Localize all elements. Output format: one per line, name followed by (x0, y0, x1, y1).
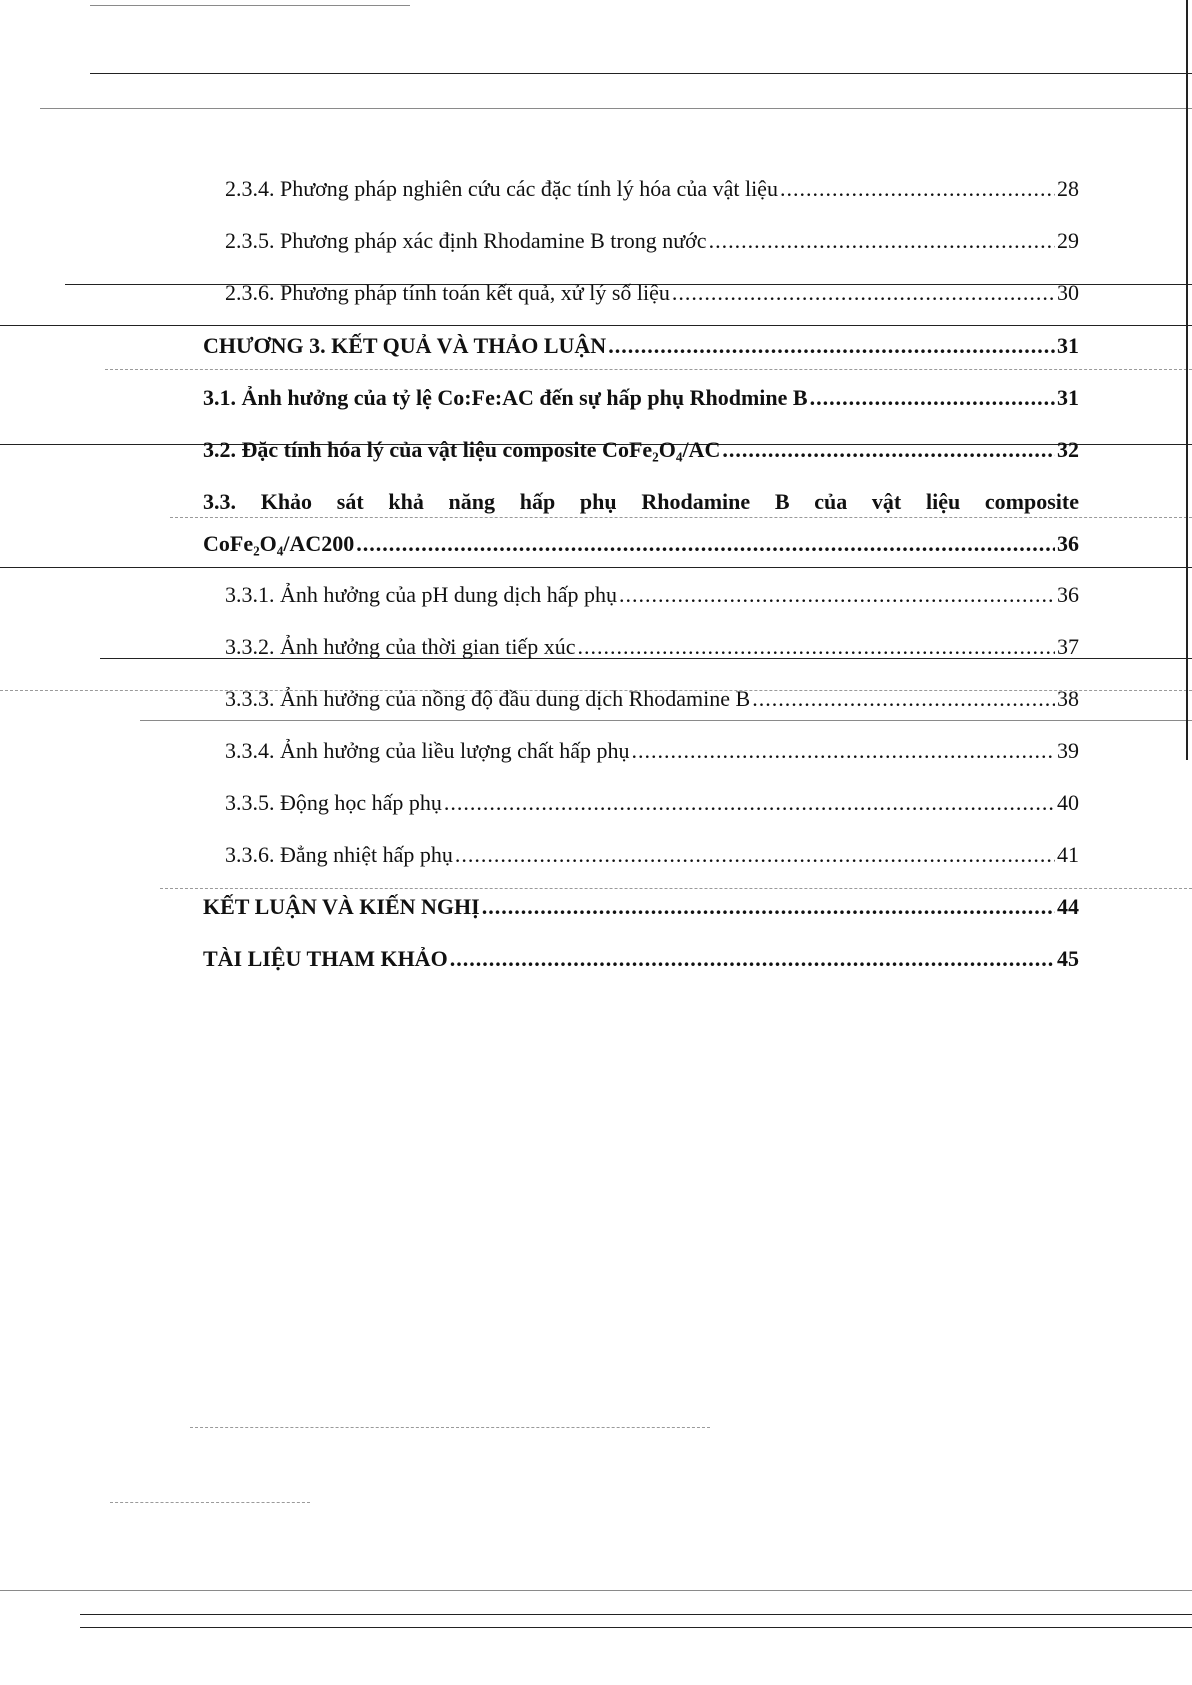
toc-entry-page: 31 (1057, 385, 1079, 410)
toc-dot-leader (444, 790, 1055, 816)
toc-entry[interactable] (225, 176, 1079, 202)
toc-entry-page: 39 (1057, 738, 1079, 763)
toc-entry-title: 3.3.3. Ảnh hưởng của nồng độ đầu dung dịch Rhodamine B (225, 686, 751, 711)
toc-entry[interactable] (225, 634, 1079, 660)
toc-entry-page: 30 (1057, 280, 1079, 305)
toc-dot-leader (780, 176, 1055, 202)
toc-entry-page: 36 (1057, 531, 1079, 556)
toc-section[interactable] (203, 437, 1079, 463)
toc-entry-title: 3.3.1. Ảnh hưởng của pH dung dịch hấp phụ (225, 582, 618, 607)
toc-entry-page: 38 (1057, 686, 1079, 711)
toc-entry-title: 3.3.5. Động học hấp phụ (225, 790, 442, 815)
toc-entry-page: 29 (1057, 228, 1079, 253)
toc-dot-leader (672, 280, 1055, 306)
toc-dot-leader (577, 634, 1055, 660)
toc-entry[interactable] (225, 790, 1079, 816)
toc-section-title: 3.2. Đặc tính hóa lý của vật liệu composite CoFe₂O₄/AC (203, 437, 721, 462)
toc-chapter-title: CHƯƠNG 3. KẾT QUẢ VÀ THẢO LUẬN (203, 333, 607, 358)
toc-dot-leader (608, 333, 1055, 359)
toc-entry-page: 32 (1057, 437, 1079, 462)
toc-entry-page: 44 (1057, 894, 1079, 919)
toc-entry-title: 2.3.6. Phương pháp tính toán kết quả, xử lý số liệu (225, 280, 670, 305)
toc-chapter-title: TÀI LIỆU THAM KHẢO (203, 946, 448, 971)
toc-dot-leader (356, 531, 1055, 557)
toc-section[interactable] (203, 531, 1079, 557)
toc-dot-leader (450, 946, 1055, 972)
toc-section-title: 3.3. Khảo sát khả năng hấp phụ Rhodamine B của vật liệu composite (203, 489, 1079, 514)
toc-dot-leader (810, 385, 1055, 411)
toc-chapter[interactable] (203, 333, 1079, 359)
toc-entry-page: 41 (1057, 842, 1079, 867)
toc-dot-leader (722, 437, 1055, 463)
toc-chapter-title: KẾT LUẬN VÀ KIẾN NGHỊ (203, 894, 480, 919)
toc-dot-leader (752, 686, 1055, 712)
toc-entry-page: 37 (1057, 634, 1079, 659)
toc-entry[interactable] (225, 686, 1079, 712)
toc-entry-page: 45 (1057, 946, 1079, 971)
toc-entry[interactable] (225, 582, 1079, 608)
toc-entry-title: 2.3.4. Phương pháp nghiên cứu các đặc tính lý hóa của vật liệu (225, 176, 778, 201)
toc-entry-page: 36 (1057, 582, 1079, 607)
toc-section-heading-line[interactable] (203, 489, 1079, 515)
toc-entry[interactable] (225, 842, 1079, 868)
toc-entry[interactable] (225, 280, 1079, 306)
toc-entry[interactable] (225, 228, 1079, 254)
toc-entry[interactable] (225, 738, 1079, 764)
toc-chapter[interactable] (203, 894, 1079, 920)
toc-section-title-continued: CoFe₂O₄/AC200 (203, 531, 355, 556)
toc-dot-leader (709, 228, 1055, 254)
toc-section-title: 3.1. Ảnh hưởng của tỷ lệ Co:Fe:AC đến sự hấp phụ Rhodmine B (203, 385, 808, 410)
toc-entry-page: 40 (1057, 790, 1079, 815)
toc-section[interactable] (203, 385, 1079, 411)
toc-dot-leader (619, 582, 1055, 608)
toc-entry-title: 2.3.5. Phương pháp xác định Rhodamine B trong nước (225, 228, 707, 253)
toc-entry-title: 3.3.4. Ảnh hưởng của liều lượng chất hấp phụ (225, 738, 630, 763)
toc-entry-title: 3.3.2. Ảnh hưởng của thời gian tiếp xúc (225, 634, 576, 659)
toc-dot-leader (455, 842, 1055, 868)
toc-entry-title: 3.3.6. Đẳng nhiệt hấp phụ (225, 842, 453, 867)
toc-entry-page: 31 (1057, 333, 1079, 358)
toc-dot-leader (632, 738, 1055, 764)
toc-entry-page: 28 (1057, 176, 1079, 201)
toc-chapter[interactable] (203, 946, 1079, 972)
toc-dot-leader (482, 894, 1055, 920)
